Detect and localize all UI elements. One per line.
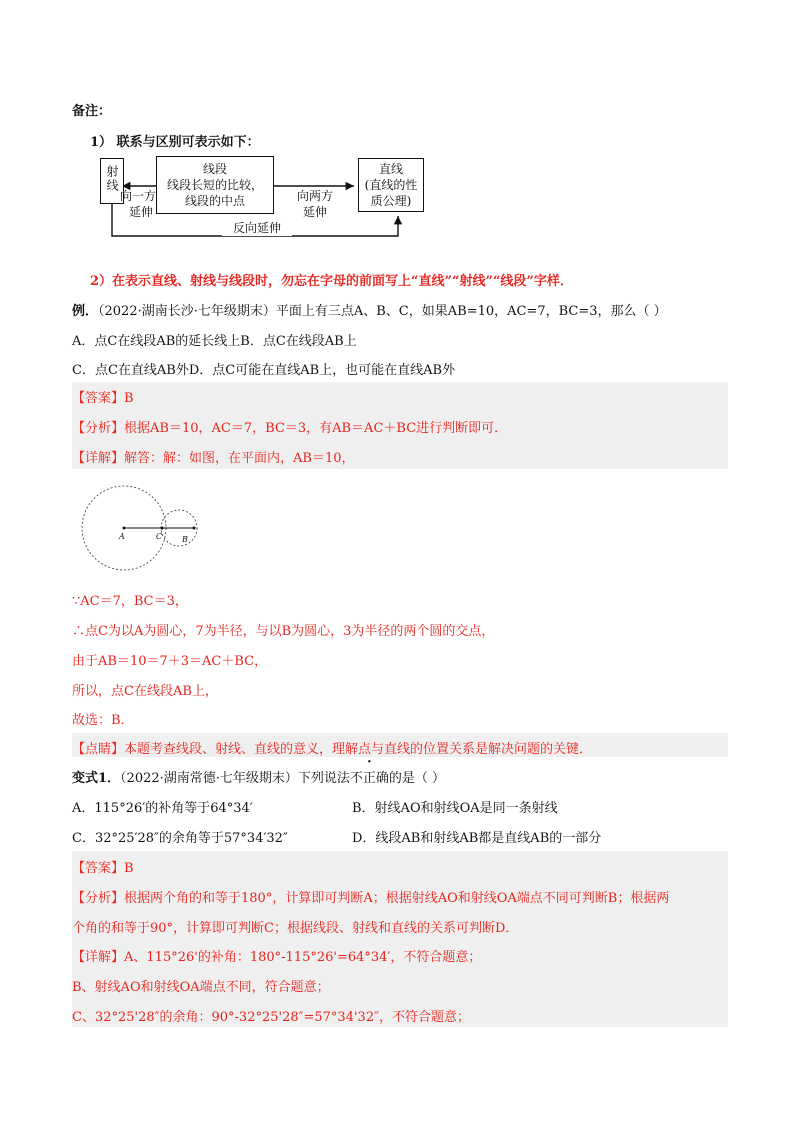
variant-option-a: A．115°26′的补角等于64°34′ — [72, 801, 253, 816]
label-a: A — [119, 532, 125, 541]
line-box: 直线 (直线的性 质公理) — [358, 158, 424, 212]
bottom-label: 反向延伸 — [222, 220, 292, 236]
example-question: 例．（2022·湖南长沙·七年级期末）平面上有三点A、B、C，如果AB=10，AC=7，BC=3，那么（ ） — [72, 304, 667, 319]
variant-analysis-line-2: 个角的和等于90°，计算即可判断C；根据线段、射线和直线的关系可判断D． — [72, 921, 519, 936]
notes-item-2: 2）在表示直线、射线与线段时，勿忘在字母的前面写上“直线”“射线”“线段”字样． — [90, 274, 573, 289]
right-arrow-label: 向两方 延伸 — [296, 189, 333, 219]
variant-detail-line-2: B、射线AO和射线OA端点不同，符合题意； — [72, 980, 330, 995]
label-c: C — [156, 532, 163, 541]
variant-option-b: B．射线AO和射线OA是同一条射线 — [352, 801, 558, 816]
step-1: ∵AC＝7，BC＝3， — [72, 594, 188, 609]
circles-svg — [72, 476, 216, 574]
notes-title: 备注： — [72, 104, 112, 119]
circles-figure — [72, 476, 216, 574]
variant-answer-shade — [72, 851, 728, 1027]
example-answer: 【答案】B — [72, 391, 134, 406]
label-b: B — [182, 535, 188, 544]
variant-detail-line-1: 【详解】A、115°26'的补角：180°-115°26'=64°34′，不符合题意； — [72, 950, 482, 965]
point-b — [193, 527, 196, 530]
example-analysis: 【分析】根据AB＝10，AC＝7，BC＝3，有AB＝AC＋BC进行判断即可． — [72, 421, 508, 436]
segment-box: 线段 线段长短的比较， 线段的中点 — [156, 156, 274, 214]
variant-analysis-line-1: 【分析】根据两个角的和等于180°，计算即可判断A；根据射线AO和射线OA端点不同可判断B；根据两 — [72, 891, 670, 906]
variant-detail-line-3: C、32°25'28″的余角：90°-32°25'28″=57°34'32″，不符合题意； — [72, 1010, 470, 1025]
notes-item-1: 1） 联系与区别可表示如下： — [90, 135, 260, 150]
variant-answer: 【答案】B — [72, 861, 134, 876]
variant-option-d: D．线段AB和射线AB都是直线AB的一部分 — [352, 831, 602, 846]
point-a — [123, 527, 126, 530]
step-5: 故选：B． — [72, 713, 134, 728]
variant-option-c: C．32°25′28″的余角等于57°34′32″ — [72, 831, 288, 846]
step-4: 所以，点C在线段AB上， — [72, 684, 218, 699]
step-3: 由于AB＝10＝7＋3＝AC＋BC， — [72, 654, 268, 669]
variant-question: 变式1．（2022·湖南常德·七年级期末）下列说法不正确的是（ ） — [72, 771, 446, 786]
ray-box: 射线 — [100, 158, 124, 204]
step-2: ∴点C为以A为圆心，7为半径，与以B为圆心，3为半径的两个圆的交点， — [72, 624, 495, 639]
example-detail: 【详解】解答：解：如图，在平面内，AB＝10， — [72, 451, 355, 466]
example-options-ab: A．点C在线段AB的延长线上B．点C在线段AB上 — [72, 334, 357, 349]
left-arrow-label: 向一方 延伸 — [120, 189, 157, 219]
relationship-diagram — [96, 156, 432, 242]
example-options-cd: C．点C在直线AB外D．点C可能在直线AB上，也可能在直线AB外 — [72, 363, 456, 378]
point-c — [161, 527, 164, 530]
example-comment: 【点睛】本题考查线段、射线、直线的意义，理解点与直线的位置关系是解决问题的关键． — [72, 742, 593, 757]
